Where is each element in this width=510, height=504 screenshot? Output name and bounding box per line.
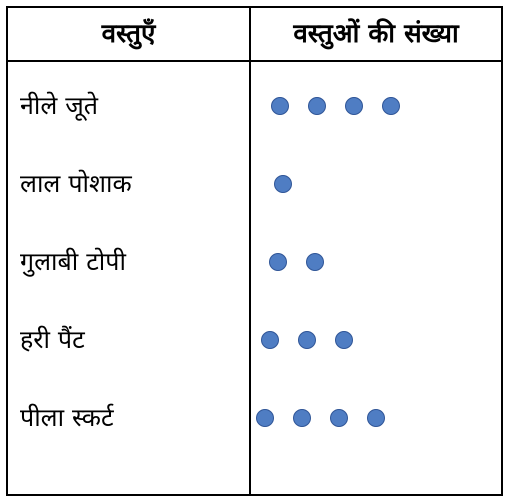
item-label: लाल पोशाक: [20, 169, 132, 198]
dot-count: [271, 76, 419, 136]
dot-count: [256, 388, 404, 448]
count-dot: [293, 409, 311, 427]
table-header: [8, 8, 501, 62]
table-row: [8, 232, 501, 292]
item-label: पीला स्कर्ट: [20, 403, 114, 432]
count-dot: [308, 97, 326, 115]
count-dot: [298, 331, 316, 349]
table-row: [8, 310, 501, 370]
count-dot: [335, 331, 353, 349]
count-dot: [306, 253, 324, 271]
table-row: [8, 76, 501, 136]
header-item-count: वस्तुओं की संख्या: [293, 19, 459, 49]
count-dot: [256, 409, 274, 427]
item-label: नीले जूते: [20, 91, 99, 120]
dot-count: [261, 310, 372, 370]
table-row: [8, 388, 501, 448]
count-dot: [345, 97, 363, 115]
count-dot: [382, 97, 400, 115]
count-dot: [274, 175, 292, 193]
items-count-table: [6, 6, 503, 496]
count-dot: [271, 97, 289, 115]
count-dot: [367, 409, 385, 427]
count-dot: [330, 409, 348, 427]
table-row: [8, 154, 501, 214]
item-label: हरी पैंट: [20, 325, 85, 354]
dot-count: [269, 232, 343, 292]
item-label: गुलाबी टोपी: [20, 247, 126, 276]
count-dot: [269, 253, 287, 271]
dot-count: [274, 154, 311, 214]
count-dot: [261, 331, 279, 349]
header-items: वस्तुएँ: [101, 19, 156, 49]
